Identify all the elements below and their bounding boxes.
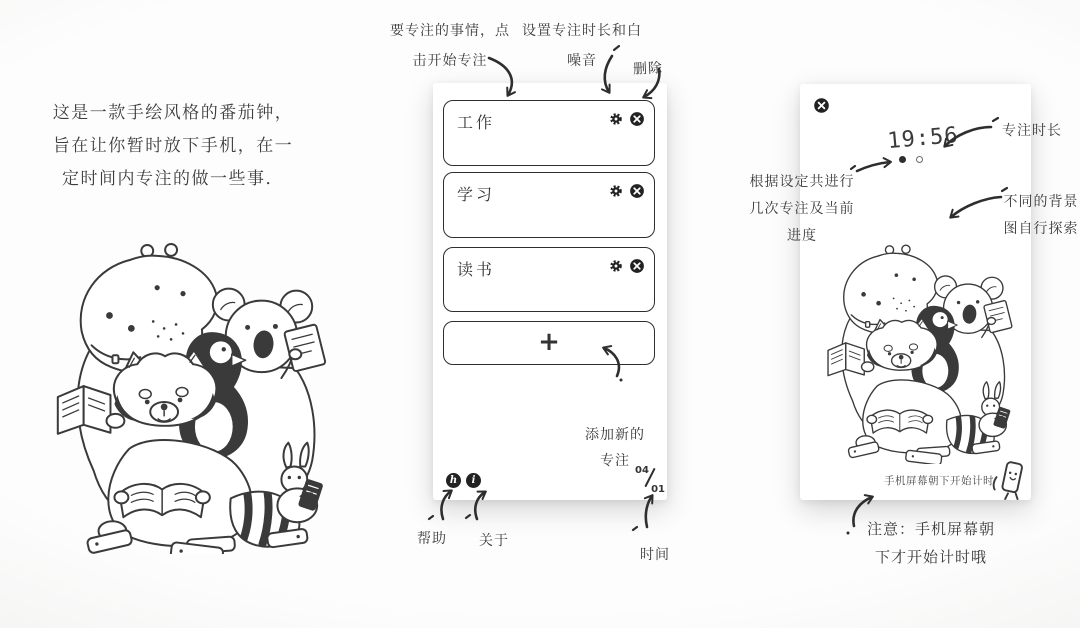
annotation-backgrounds: 不同的背景 图自行探索: [1003, 194, 1079, 237]
annotation-note: 注意：手机屏幕朝 下才开始计时哦: [866, 520, 995, 566]
task-card-actions: [607, 182, 645, 199]
gear-icon: [608, 183, 624, 199]
flip-hint-text: 手机屏幕朝下开始计时: [884, 475, 994, 487]
x-circle-icon: [813, 97, 830, 114]
x-circle-icon: [629, 111, 645, 127]
add-task-note: 添加新的 专注: [585, 427, 645, 469]
help-circle-icon: h: [449, 474, 458, 486]
date-display: [635, 465, 665, 495]
progress-dot-filled: [899, 156, 906, 163]
annotation-settings: 设置专注时长和白 噪音: [522, 23, 642, 69]
help-button[interactable]: [446, 473, 461, 488]
task-card[interactable]: [443, 100, 655, 166]
task-label: 学习: [457, 185, 496, 204]
arrow-to-date: [646, 496, 652, 527]
task-delete-button[interactable]: [628, 182, 645, 199]
about-button[interactable]: [466, 473, 481, 488]
task-list-screen: [433, 83, 667, 500]
task-settings-button[interactable]: [607, 257, 624, 274]
progress-dot-empty: [916, 156, 923, 163]
gear-icon: [608, 111, 624, 127]
annotation-about: 关于: [479, 533, 509, 549]
intro-line: 定时间内专注的做一些事．: [62, 169, 284, 189]
task-card[interactable]: [443, 172, 655, 238]
annotation-progress: 根据设定共进行 几次专注及当前 进度: [749, 174, 855, 244]
task-card[interactable]: [443, 247, 655, 312]
intro-text: [28, 97, 318, 196]
close-button[interactable]: [813, 97, 830, 114]
annotation-help: 帮助: [417, 531, 447, 547]
task-delete-button[interactable]: [628, 257, 645, 274]
task-settings-button[interactable]: [607, 182, 624, 199]
timer-screen: [800, 84, 1031, 500]
animals-illustration: [35, 236, 335, 554]
task-settings-button[interactable]: [607, 110, 624, 127]
task-delete-button[interactable]: [628, 110, 645, 127]
info-circle-icon: i: [471, 474, 476, 486]
timer-display: 19:56: [886, 122, 960, 155]
gear-icon: [608, 258, 624, 274]
annotation-delete: 删除: [632, 60, 664, 78]
task-label: 读书: [457, 260, 496, 279]
x-circle-icon: [629, 183, 645, 199]
date-month: 04: [635, 465, 649, 476]
annotation-tap-to-focus: 要专注的事情，点 击开始专注: [390, 23, 510, 69]
intro-line: 旨在让你暂时放下手机，在一: [52, 136, 294, 156]
add-task-button[interactable]: [443, 321, 655, 365]
plus-icon: +: [538, 327, 560, 357]
x-circle-icon: [629, 258, 645, 274]
progress-dots: [899, 156, 923, 163]
task-card-actions: [607, 110, 645, 127]
date-day: 01: [651, 484, 665, 495]
annotation-time: 时间: [640, 547, 670, 563]
phone-character-doodle: [988, 458, 1028, 500]
annotation-focus-duration: 专注时长: [1002, 123, 1062, 139]
task-label: 工作: [457, 113, 496, 132]
animals-illustration: [813, 234, 1018, 464]
task-card-actions: [607, 257, 645, 274]
intro-line: 这是一款手绘风格的番茄钟，: [52, 103, 294, 123]
